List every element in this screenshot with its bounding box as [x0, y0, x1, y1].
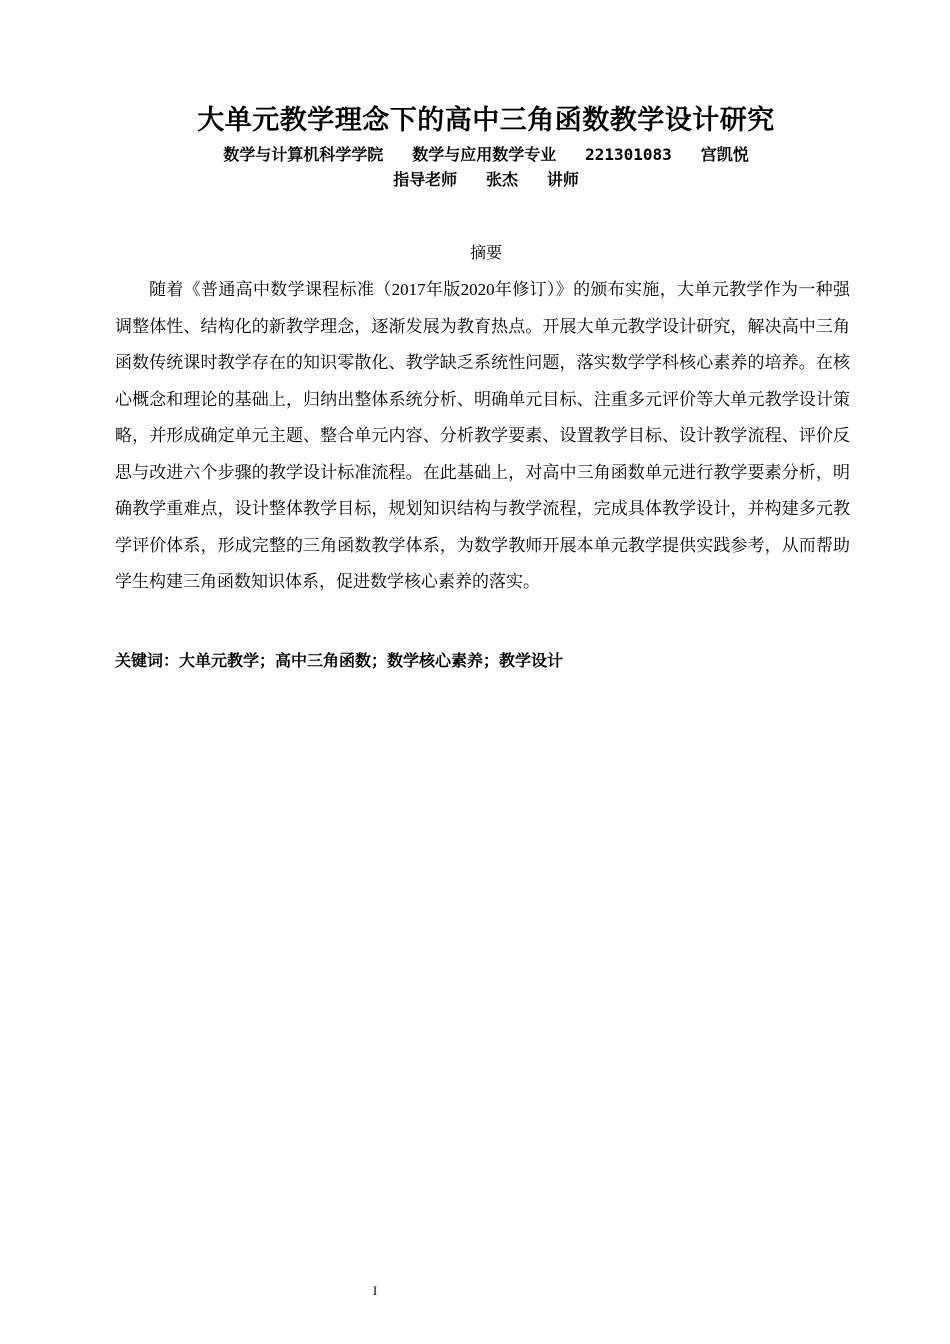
abstract-body: 随着《普通高中数学课程标准（2017年版2020年修订）》的颁布实施，大单元教学作为一种强调整体性、结构化的新教学理念，逐渐发展为教育热点。开展大单元教学设计研究，解决高中三角函数传统课时教学存在的知识零散化、教学缺乏系统性问题，落实数学学科核心素养的培养。在核心概念和理论的基础上，归纳出整体系统分析、明确单元目标、注重多元评价等大单元教学设计策略，并形成确定单元主题、整合单元内容、分析教学要素、设置教学目标、设计教学流程、评价反思与改进六个步骤的教学设计标准流程。在此基础上，对高中三角函数单元进行教学要素分析，明确教学重难点，设计整体教学目标，规划知识结构与教学流程，完成具体教学设计，并构建多元教学评价体系，形成完整的三角函数教学体系，为数学教师开展本单元教学提供实践参考，从而帮助学生构建三角函数知识体系，促进数学核心素养的落实。 [115, 280, 850, 591]
abstract-heading: 摘要 [469, 245, 502, 262]
keywords: 关键词：大单元教学；高中三角函数；数学核心素养；教学设计 [115, 653, 564, 670]
advisor-info: 指导老师 张杰 讲师 [393, 170, 579, 189]
author-info: 数学与计算机科学学院 数学与应用数学专业 221301083 宫凯悦 [223, 145, 749, 164]
paper-title: 大单元教学理念下的高中三角函数教学设计研究 [197, 105, 775, 135]
page-number: I [372, 1283, 378, 1298]
